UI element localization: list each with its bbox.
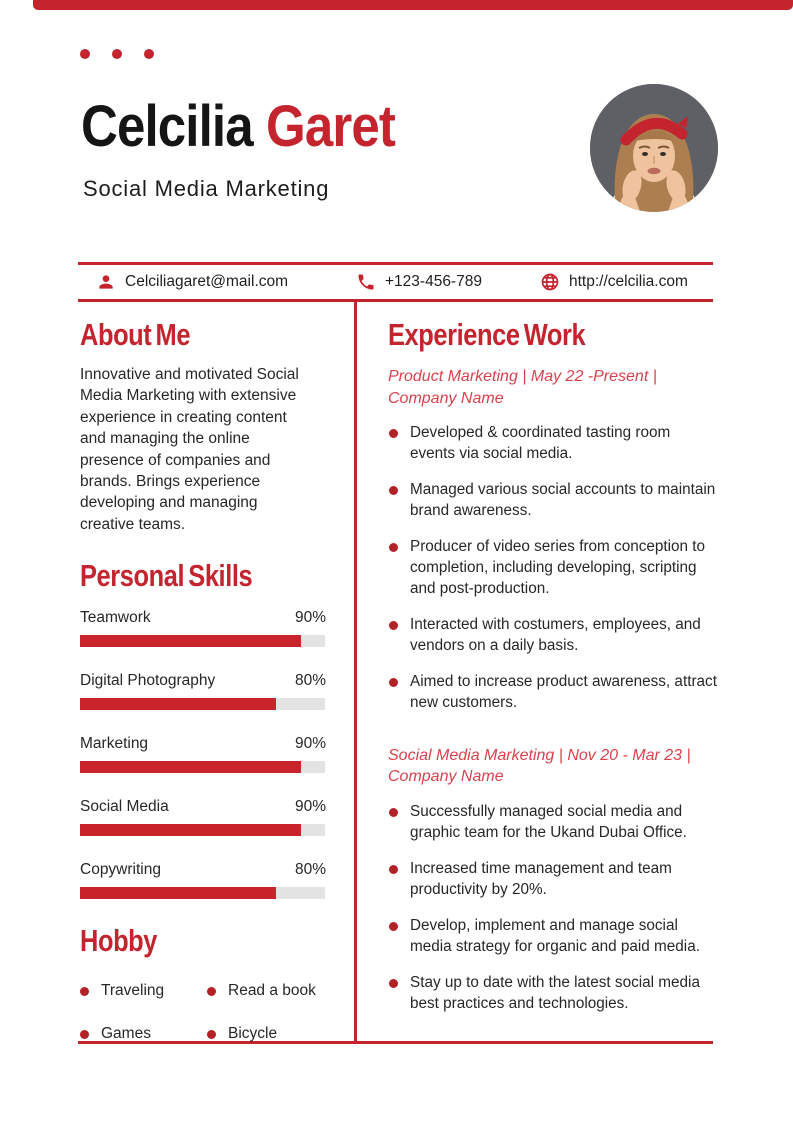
job-bullet: Managed various social accounts to maintain brand awareness. (388, 480, 718, 522)
phone-icon (356, 272, 376, 292)
right-column (388, 318, 718, 1030)
skill-row (80, 861, 326, 899)
phone-value: +123-456-789 (385, 273, 482, 290)
skill-row (80, 609, 326, 647)
avatar-illustration (590, 84, 718, 212)
hobby-label: Games (101, 1025, 151, 1043)
hobby-label: Bicycle (228, 1025, 278, 1043)
hobby-label: Traveling (101, 982, 165, 1000)
skill-row (80, 735, 326, 773)
dot-icon (80, 49, 90, 59)
skill-bar-fill (80, 887, 276, 899)
job-bullet: Aimed to increase product awareness, attract new customers. (388, 672, 718, 714)
bullet-dot-icon (207, 987, 216, 996)
job-title-line2: Company Name (388, 389, 504, 407)
hobby-item (80, 982, 207, 1000)
job-title (388, 745, 718, 788)
skill-label: Copywriting (80, 861, 161, 879)
person-name (81, 93, 395, 160)
skill-label: Digital Photography (80, 672, 216, 690)
job-entry (388, 366, 718, 714)
profile-photo (590, 84, 718, 212)
skill-bar-track (80, 824, 325, 836)
skill-label: Social Media (80, 798, 169, 816)
hobby-item (207, 1025, 326, 1043)
skills-section (80, 559, 326, 899)
skill-bar-fill (80, 635, 301, 647)
skill-bar-track (80, 635, 325, 647)
hobby-item (80, 1025, 207, 1043)
about-heading: About Me (80, 317, 191, 352)
skill-row (80, 672, 326, 710)
job-bullet: Interacted with costumers, employees, and vendors on a daily basis. (388, 615, 718, 657)
job-bullet: Stay up to date with the latest social media best practices and technologies. (388, 973, 718, 1015)
contact-phone (356, 265, 482, 299)
job-entry (388, 745, 718, 1015)
skill-value: 90% (294, 798, 326, 816)
bullet-dot-icon (80, 1030, 89, 1039)
skill-label: Teamwork (80, 609, 151, 627)
job-bullet-list (388, 423, 718, 713)
last-name: Garet (266, 94, 395, 159)
job-bullet-list (388, 802, 718, 1015)
bullet-dot-icon (80, 987, 89, 996)
globe-icon (540, 272, 560, 292)
skills-heading: Personal Skills (80, 558, 253, 594)
skill-value: 80% (294, 672, 326, 690)
dot-icon (144, 49, 154, 59)
hobby-heading: Hobby (80, 923, 158, 959)
contact-website (540, 265, 688, 299)
job-title-line1: Social Media Marketing | Nov 20 - Mar 23 | (388, 746, 691, 764)
hobby-label: Read a book (228, 982, 316, 1000)
person-icon (96, 272, 116, 292)
skill-bar-fill (80, 824, 301, 836)
about-text: Innovative and motivated Social Media Marketing with extensive experience in creating content and managing the online presence of companies and brands. Brings experience developing and managing creative teams. (80, 366, 299, 533)
job-subtitle: Social Media Marketing (83, 176, 330, 201)
job-title-line2: Company Name (388, 768, 504, 786)
contact-bar (78, 262, 713, 302)
header-dots (80, 49, 154, 59)
skill-bar-fill (80, 761, 301, 773)
email-value: Celciliagaret@mail.com (125, 273, 289, 290)
skill-bar-fill (80, 698, 276, 710)
skill-bar-track (80, 887, 325, 899)
skill-bar-track (80, 698, 325, 710)
skill-value: 90% (294, 609, 326, 627)
skill-row (80, 798, 326, 836)
bullet-dot-icon (207, 1030, 216, 1039)
skill-bar-track (80, 761, 325, 773)
hobby-item (207, 982, 326, 1000)
job-bullet: Developed & coordinated tasting room events via social media. (388, 423, 718, 465)
first-name: Celcilia (81, 94, 253, 159)
skill-value: 80% (294, 861, 326, 879)
job-bullet: Producer of video series from conception to completion, including developing, scripting and post-production. (388, 537, 718, 600)
job-bullet: Develop, implement and manage social media strategy for organic and paid media. (388, 916, 718, 958)
hobby-section (80, 924, 326, 1043)
left-column (80, 318, 326, 1043)
dot-icon (112, 49, 122, 59)
job-bullet: Successfully managed social media and graphic team for the Ukand Dubai Office. (388, 802, 718, 844)
skill-label: Marketing (80, 735, 149, 753)
experience-heading: Experience Work (388, 317, 586, 352)
website-value: http://celcilia.com (569, 273, 688, 290)
contact-email (96, 265, 288, 299)
job-title-line1: Product Marketing | May 22 -Present | (388, 368, 657, 386)
column-divider (354, 302, 357, 1041)
skill-value: 90% (294, 735, 326, 753)
top-accent-bar (33, 0, 793, 10)
job-title (388, 366, 718, 409)
job-bullet: Increased time management and team productivity by 20%. (388, 859, 718, 901)
